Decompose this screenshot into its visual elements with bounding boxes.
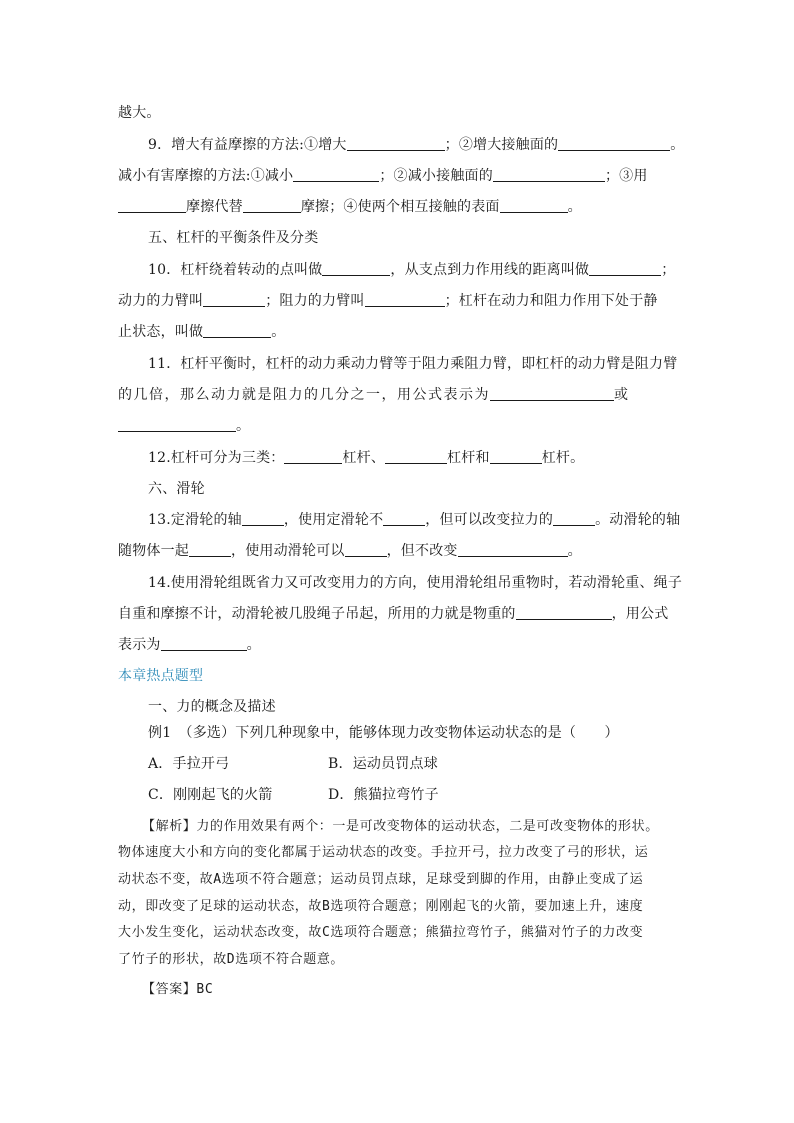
example-1-question: 例1 （多选）下列几种现象中，能够体现力改变物体运动状态的是（ ）: [148, 725, 619, 741]
section-heading-1: 一、力的概念及描述: [148, 699, 276, 715]
answer-blank[interactable]: [203, 323, 271, 338]
answer-blank[interactable]: [284, 449, 342, 464]
analysis-line: 大小发生变化，运动状态改变，故C选项符合题意；熊猫拉弯竹子，熊猫对竹子的力改变: [118, 925, 644, 940]
question-14-line1: 14.使用滑轮组既省力又可改变用力的方向，使用滑轮组吊重物时，若动滑轮重、绳子: [148, 575, 683, 591]
question-10-line1: 10．杠杆绕着转动的点叫做 ，从支点到力作用线的距离叫做 ；: [148, 262, 676, 278]
analysis-line: 动状态不变，故A选项不符合题意；运动员罚点球，足球受到脚的作用，由静止变成了运: [118, 872, 644, 887]
text-line: 越大。: [118, 105, 161, 121]
answer-blank[interactable]: [553, 511, 595, 526]
question-14-line2: 自重和摩擦不计，动滑轮被几股绳子吊起，所用的力就是物重的 ，用公式: [118, 606, 669, 622]
question-9-line1: 9．增大有益摩擦的方法:①增大 ；②增大接触面的 。: [148, 137, 685, 153]
answer-blank[interactable]: [458, 542, 568, 557]
answer-blank[interactable]: [365, 292, 445, 307]
answer-blank[interactable]: [500, 198, 568, 213]
question-13-line2: 随物体一起 ，使用动滑轮可以 ，但不改变 。: [118, 543, 582, 559]
answer-line: 【答案】BC: [142, 982, 214, 997]
analysis-line: 物体速度大小和方向的变化都属于运动状态的改变。手拉开弓，拉力改变了弓的形状，运: [118, 845, 649, 860]
answer-blank[interactable]: [118, 417, 236, 432]
answer-blank[interactable]: [118, 198, 186, 213]
answer-blank[interactable]: [242, 511, 284, 526]
question-11-line3: 。: [118, 416, 678, 436]
answer-blank[interactable]: [161, 636, 247, 651]
options-row-1: [148, 754, 678, 774]
option-d: D．熊猫拉弯竹子: [328, 787, 439, 803]
answer-blank[interactable]: [293, 167, 379, 182]
question-10-line2: 动力的力臂叫 ；阻力的力臂叫 ；杠杆在动力和阻力作用下处于静: [118, 293, 658, 309]
answer-blank[interactable]: [347, 136, 445, 151]
answer-blank[interactable]: [589, 261, 661, 276]
answer-blank[interactable]: [490, 449, 542, 464]
question-9-line3: 摩擦代替 摩擦；④使两个相互接触的表面 。: [118, 197, 678, 217]
hot-topics-heading: 本章热点题型: [118, 668, 204, 684]
question-10-line3: 止状态，叫做 。: [118, 324, 286, 340]
question-13-line1: 13.定滑轮的轴 ，使用定滑轮不 ，但可以改变拉力的 。动滑轮的轴: [148, 512, 681, 528]
answer-blank[interactable]: [516, 605, 612, 620]
question-12: 12.杠杆可分为三类： 杠杆、 杠杆和 杠杆。: [148, 450, 585, 466]
answer-blank[interactable]: [490, 386, 614, 401]
option-b: B．运动员罚点球: [328, 756, 438, 772]
answer-blank[interactable]: [493, 167, 605, 182]
answer-blank[interactable]: [385, 449, 447, 464]
answer-blank[interactable]: [383, 511, 425, 526]
option-a: A．手拉开弓: [148, 756, 230, 772]
answer-blank[interactable]: [558, 136, 670, 151]
answer-blank[interactable]: [243, 198, 301, 213]
question-14-line3: 表示为 。: [118, 637, 261, 653]
answer-blank[interactable]: [322, 261, 390, 276]
section-heading-6: 六、滑轮: [148, 481, 205, 497]
section-heading-5: 五、杠杆的平衡条件及分类: [148, 230, 319, 246]
analysis-line: 动，即改变了足球的运动状态，故B选项符合题意；刚刚起飞的火箭，要加速上升，速度: [118, 899, 644, 914]
analysis-line: 【解析】力的作用效果有两个：一是可改变物体的运动状态，二是可改变物体的形状。: [142, 819, 659, 834]
answer-blank[interactable]: [189, 542, 231, 557]
answer-blank[interactable]: [345, 542, 387, 557]
question-9-line2: 减小有害摩擦的方法:①减小 ；②减小接触面的 ；③用: [118, 168, 648, 184]
option-c: C．刚刚起飞的火箭: [148, 787, 273, 803]
options-row-2: [148, 785, 678, 805]
question-11-line2: 的几倍，那么动力就是阻力的几分之一，用公式表示为 或: [118, 387, 630, 403]
analysis-line: 了竹子的形状，故D选项不符合题意。: [118, 952, 345, 967]
question-11-line1: 11．杠杆平衡时，杠杆的动力乘动力臂等于阻力乘阻力臂，即杠杆的动力臂是阻力臂: [148, 356, 678, 372]
answer-blank[interactable]: [203, 292, 265, 307]
